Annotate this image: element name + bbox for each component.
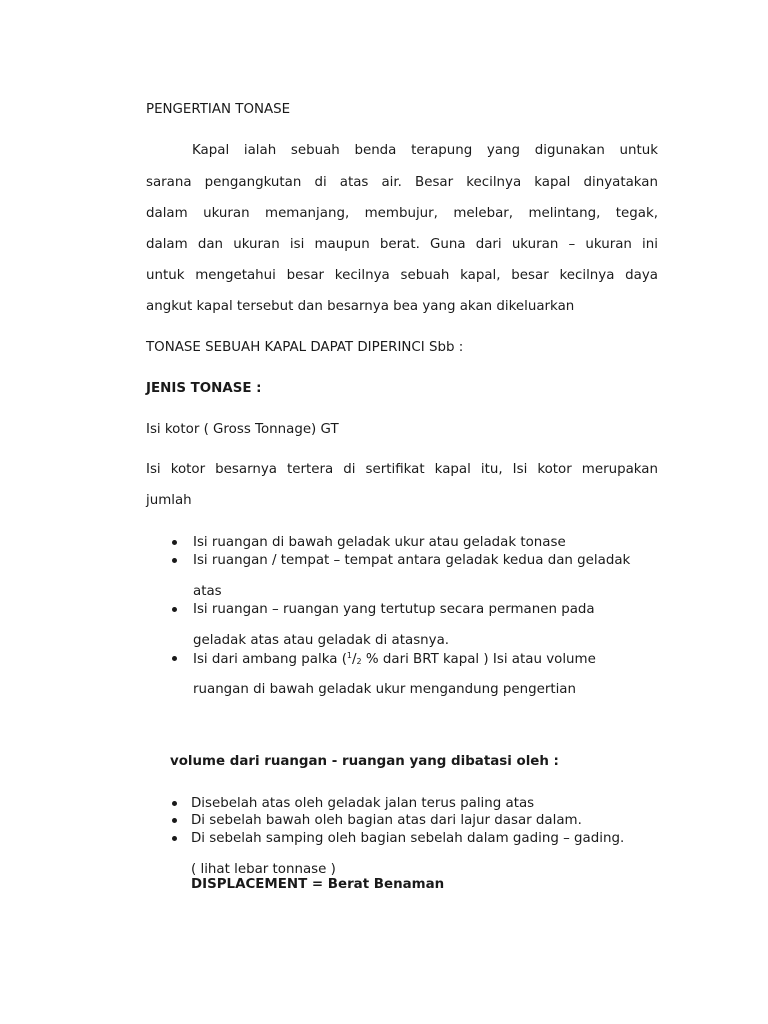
bullet-dot	[170, 553, 178, 568]
list-item-continuation: geladak atas atau geladak di atasnya.	[193, 633, 450, 648]
list-item: Isi ruangan – ruangan yang tertutup secara permanen pada	[193, 602, 595, 617]
isi-kotor-line-1: Isi kotor besarnya tertera di sertifikat kapal itu, Isi kotor merupakan	[146, 462, 658, 477]
lihat-note: ( lihat lebar tonnase )	[191, 862, 336, 877]
list-item	[193, 651, 596, 667]
list-item-text-pre: Isi dari ambang palka (	[193, 652, 347, 667]
intro-line-5: untuk mengetahui besar kecilnya sebuah kapal, besar kecilnya daya	[146, 268, 658, 283]
list-item-text-post: % dari BRT kapal ) Isi atau volume	[361, 652, 596, 667]
fraction-numerator: 1	[346, 651, 353, 660]
bullet-dot	[170, 651, 178, 666]
bullet-dot	[170, 813, 178, 828]
jenis-tonase-heading: JENIS TONASE :	[146, 381, 262, 396]
list-item-continuation: ruangan di bawah geladak ukur mengandung pengertian	[193, 682, 576, 697]
isi-kotor-line-2: jumlah	[146, 493, 192, 508]
intro-line-6: angkut kapal tersebut dan besarnya bea yang akan dikeluarkan	[146, 299, 575, 314]
intro-line-4: dalam dan ukuran isi maupun berat. Guna dari ukuran – ukuran ini	[146, 237, 658, 252]
intro-line-2: sarana pengangkutan di atas air. Besar kecilnya kapal dinyatakan	[146, 175, 658, 190]
bullet-dot	[170, 602, 178, 617]
isi-kotor-heading: Isi kotor ( Gross Tonnage) GT	[146, 422, 339, 437]
list-item: Di sebelah samping oleh bagian sebelah dalam gading – gading.	[191, 831, 625, 846]
volume-heading: volume dari ruangan - ruangan yang dibatasi oleh :	[170, 754, 559, 769]
intro-line-3: dalam ukuran memanjang, membujur, melebar, melintang, tegak,	[146, 206, 658, 221]
intro-line-1: Kapal ialah sebuah benda terapung yang digunakan untuk	[192, 143, 658, 158]
list-item: Isi ruangan di bawah geladak ukur atau geladak tonase	[193, 535, 566, 550]
list-item: Disebelah atas oleh geladak jalan terus paling atas	[191, 796, 535, 811]
displacement-heading: DISPLACEMENT = Berat Benaman	[191, 877, 445, 892]
page-title: PENGERTIAN TONASE	[146, 102, 291, 117]
fraction-slash: /	[352, 652, 357, 667]
list-item: Di sebelah bawah oleh bagian atas dari lajur dasar dalam.	[191, 813, 582, 828]
tonase-line: TONASE SEBUAH KAPAL DAPAT DIPERINCI Sbb :	[146, 340, 464, 355]
fraction-denominator: 2	[356, 657, 362, 666]
bullet-dot	[170, 831, 178, 846]
list-item: Isi ruangan / tempat – tempat antara geladak kedua dan geladak	[193, 553, 631, 568]
list-item-continuation: atas	[193, 584, 222, 599]
bullet-dot	[170, 796, 178, 811]
bullet-dot	[170, 535, 178, 550]
